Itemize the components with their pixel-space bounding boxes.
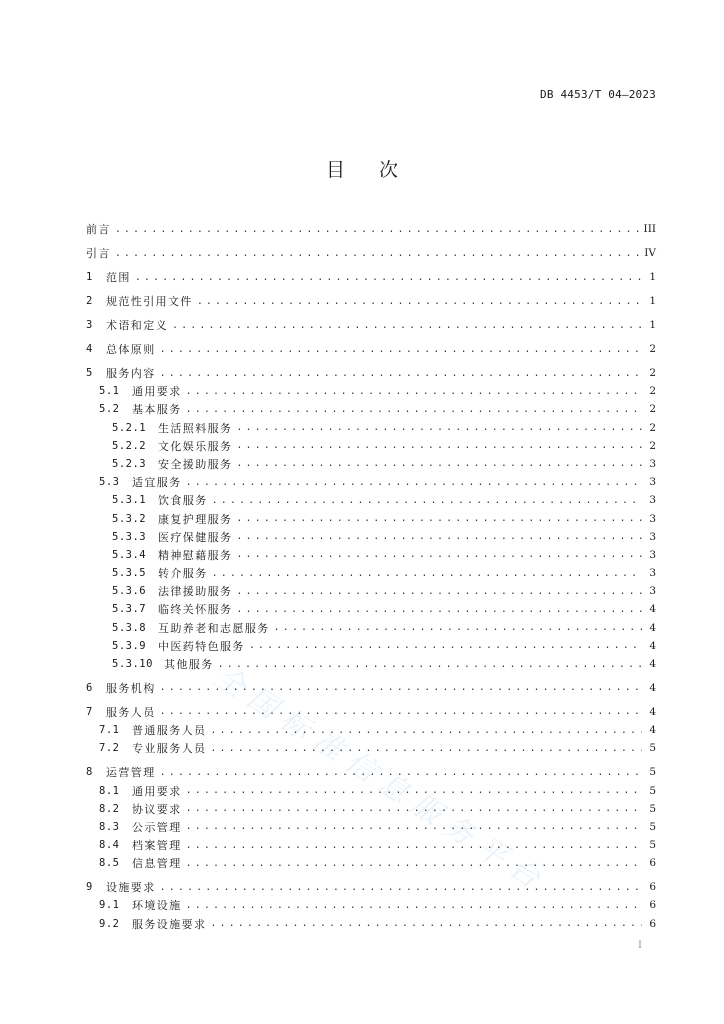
toc-entry-label: 基本服务	[132, 403, 182, 417]
toc-entry-page: 5	[649, 839, 656, 852]
toc-dot-leader	[236, 422, 642, 433]
toc-dot-leader	[218, 659, 642, 670]
toc-entry[interactable]	[86, 836, 656, 854]
toc-dot-leader	[160, 882, 642, 893]
toc-entry-number: 7	[86, 705, 93, 718]
toc-entry-number: 5.2.2	[112, 439, 147, 452]
toc-dot-leader	[236, 549, 642, 560]
toc-dot-leader	[135, 272, 642, 283]
toc-entry-label: 生活照料服务	[158, 421, 233, 435]
toc-dot-leader	[186, 404, 642, 415]
toc-entry-label: 设施要求	[106, 881, 156, 895]
toc-entry-page: 3	[649, 567, 656, 580]
toc-entry[interactable]	[86, 739, 656, 757]
toc-entry-page: 2	[649, 367, 656, 379]
toc-entry-label: 专业服务人员	[132, 742, 207, 756]
toc-entry-number: 5.3	[99, 476, 120, 489]
toc-entry-number: 7.2	[99, 742, 120, 755]
toc-dot-leader	[210, 918, 642, 929]
toc-entry-label: 服务内容	[106, 367, 156, 380]
toc-entry-label: 服务设施要求	[132, 917, 207, 931]
toc-entry-page: 3	[649, 476, 656, 489]
toc-entry[interactable]	[86, 292, 656, 310]
toc-dot-leader	[160, 706, 642, 717]
toc-entry-label: 协议要求	[132, 802, 182, 816]
toc-dot-leader	[186, 386, 642, 397]
toc-entry-page: 3	[649, 548, 656, 561]
toc-dot-leader	[236, 513, 642, 524]
toc-entry-page: 4	[649, 639, 656, 652]
toc-entry-page: 5	[649, 802, 656, 815]
toc-entry-page: 4	[649, 724, 656, 737]
toc-entry-label: 信息管理	[132, 857, 182, 871]
document-code: DB 4453/T 04—2023	[540, 88, 656, 101]
toc-dot-leader	[236, 458, 642, 469]
toc-entry-page: 2	[649, 343, 656, 356]
toc-entry-number: 5.2.1	[112, 421, 147, 434]
toc-entry-label: 服务人员	[106, 705, 156, 719]
toc-dot-leader	[160, 767, 642, 778]
page-title: 目次	[325, 159, 432, 181]
toc-entry-number: 5.3.3	[112, 530, 147, 543]
toc-entry-label: 普通服务人员	[132, 724, 207, 738]
toc-entry-number: 5.3.6	[112, 585, 147, 598]
toc-dot-leader	[210, 743, 642, 754]
toc-entry-page: 6	[649, 857, 656, 870]
toc-entry-page: 3	[649, 512, 656, 525]
toc-entry[interactable]	[86, 763, 656, 781]
toc-entry-page: 3	[649, 457, 656, 470]
toc-entry-number: 9.1	[99, 899, 120, 912]
toc-entry-label: 康复护理服务	[158, 512, 233, 526]
toc-entry-number: 5.3.9	[112, 639, 147, 652]
toc-dot-leader	[197, 296, 642, 307]
toc-entry[interactable]	[86, 491, 656, 509]
toc-entry[interactable]	[86, 400, 656, 418]
toc-entry-number: 5.3.4	[112, 548, 147, 561]
toc-entry[interactable]	[86, 915, 656, 933]
toc-entry-label: 服务机构	[106, 681, 156, 695]
toc-dot-leader	[172, 320, 642, 331]
toc-entry-label: 前言	[86, 223, 111, 237]
toc-entry-page: 5	[649, 742, 656, 755]
toc-entry[interactable]	[86, 528, 656, 546]
toc-entry-label: 环境设施	[132, 899, 182, 913]
toc-entry-number: 5.2.3	[112, 457, 147, 470]
toc-entry[interactable]	[86, 364, 656, 382]
toc-entry-number: 9.2	[99, 917, 120, 930]
toc-entry[interactable]	[86, 546, 656, 564]
toc-entry[interactable]	[86, 854, 656, 872]
toc-entry[interactable]	[86, 896, 656, 914]
toc-entry-label: 通用要求	[132, 385, 182, 399]
toc-entry-label: 中医药特色服务	[158, 639, 245, 653]
toc-entry-label: 临终关怀服务	[158, 603, 233, 617]
toc-dot-leader	[115, 224, 640, 235]
toc-entry-page: 6	[649, 917, 656, 930]
toc-entry[interactable]	[86, 509, 656, 527]
toc-entry[interactable]	[86, 340, 656, 358]
toc-dot-leader	[236, 440, 642, 451]
toc-entry-page: 5	[649, 766, 656, 779]
toc-entry-page: 4	[649, 621, 656, 634]
toc-entry-number: 5.2	[99, 403, 120, 416]
toc-entry-label: 转介服务	[158, 567, 208, 581]
toc-entry[interactable]	[86, 878, 656, 896]
toc-entry[interactable]	[86, 244, 656, 262]
toc-dot-leader	[186, 785, 642, 796]
toc-dot-leader	[186, 477, 642, 488]
toc-entry-number: 8	[86, 766, 93, 779]
toc-entry-page: 5	[649, 784, 656, 797]
toc-dot-leader	[186, 858, 642, 869]
toc-entry[interactable]	[86, 721, 656, 739]
toc-entry-page: 6	[649, 881, 656, 894]
toc-entry[interactable]	[86, 600, 656, 618]
toc-entry-number: 8.3	[99, 820, 120, 833]
toc-dot-leader	[249, 640, 642, 651]
toc-entry-page: 3	[649, 585, 656, 598]
toc-entry-label: 运营管理	[106, 766, 156, 780]
toc-entry-label: 医疗保健服务	[158, 530, 233, 544]
toc-entry-label: 总体原则	[106, 343, 156, 357]
toc-entry-label: 通用要求	[132, 784, 182, 798]
toc-dot-leader	[186, 840, 642, 851]
toc-entry-label: 文化娱乐服务	[158, 439, 233, 453]
toc-dot-leader	[186, 900, 642, 911]
toc-entry-page: 2	[649, 403, 656, 416]
toc-entry-number: 9	[86, 881, 93, 894]
toc-dot-leader	[236, 586, 642, 597]
toc-entry-label: 其他服务	[164, 658, 214, 671]
toc-entry-label: 规范性引用文件	[106, 295, 193, 309]
toc-entry-page: 1	[649, 271, 656, 284]
toc-entry-number: 5.3.7	[112, 603, 147, 616]
toc-dot-leader	[236, 604, 642, 615]
toc-entry-number: 5	[86, 367, 93, 379]
page-number: I	[638, 940, 642, 951]
toc-entry-number: 5.3.10	[112, 658, 153, 670]
toc-entry-number: 8.5	[99, 857, 120, 870]
toc-dot-leader	[186, 821, 642, 832]
toc-entry-label: 安全援助服务	[158, 457, 233, 471]
toc-dot-leader	[160, 344, 642, 355]
toc-entry-page: 6	[649, 899, 656, 912]
toc-entry-number: 4	[86, 343, 93, 356]
toc-dot-leader	[212, 568, 642, 579]
toc-dot-leader	[115, 248, 640, 259]
toc-entry[interactable]	[86, 800, 656, 818]
toc-entry-label: 范围	[106, 271, 131, 285]
toc-dot-leader	[274, 622, 642, 633]
toc-entry-page: IV	[644, 247, 656, 260]
toc-entry-page: 3	[649, 530, 656, 543]
toc-entry[interactable]	[86, 268, 656, 286]
toc-entry-number: 2	[86, 295, 93, 308]
toc-entry[interactable]	[86, 455, 656, 473]
toc-entry-page: 2	[649, 385, 656, 398]
toc-entry-number: 7.1	[99, 724, 120, 737]
toc-entry[interactable]	[86, 437, 656, 455]
toc-dot-leader	[186, 803, 642, 814]
toc-entry[interactable]	[86, 473, 656, 491]
toc-entry-page: III	[643, 223, 656, 236]
toc-entry[interactable]	[86, 703, 656, 721]
toc-entry-number: 5.3.5	[112, 567, 147, 580]
toc-entry-page: 4	[649, 705, 656, 718]
toc-entry-number: 5.3.2	[112, 512, 147, 525]
toc-entry-page: 4	[649, 658, 656, 670]
toc-entry-label: 饮食服务	[158, 494, 208, 508]
toc-entry[interactable]	[86, 220, 656, 238]
toc-dot-leader	[210, 725, 642, 736]
toc-dot-leader	[160, 368, 642, 379]
toc-entry-label: 档案管理	[132, 839, 182, 853]
toc-dot-leader	[236, 531, 642, 542]
toc-entry-number: 5.3.8	[112, 621, 147, 634]
toc-entry-number: 5.3.1	[112, 494, 147, 507]
toc-entry-number: 1	[86, 271, 93, 284]
toc-entry[interactable]	[86, 818, 656, 836]
toc-entry-page: 4	[649, 681, 656, 694]
toc-entry-label: 互助养老和志愿服务	[158, 621, 270, 635]
toc-entry[interactable]	[86, 582, 656, 600]
watermark: 全国标准信息服务平台	[208, 659, 555, 901]
toc-entry-label: 公示管理	[132, 820, 182, 834]
toc-entry-number: 6	[86, 681, 93, 694]
table-of-contents	[86, 220, 656, 933]
toc-entry-label: 引言	[86, 247, 111, 261]
toc-entry[interactable]	[86, 619, 656, 637]
toc-entry-number: 8.4	[99, 839, 120, 852]
toc-dot-leader	[212, 495, 642, 506]
toc-entry-number: 5.1	[99, 385, 120, 398]
toc-entry-label: 法律援助服务	[158, 585, 233, 599]
toc-entry[interactable]	[86, 781, 656, 799]
toc-entry-page: 2	[649, 439, 656, 452]
toc-entry-label: 术语和定义	[106, 319, 168, 333]
toc-dot-leader	[160, 682, 642, 693]
toc-entry-page: 1	[649, 319, 656, 332]
toc-entry-page: 2	[649, 421, 656, 434]
toc-entry[interactable]	[86, 637, 656, 655]
toc-entry[interactable]	[86, 418, 656, 436]
toc-entry[interactable]	[86, 382, 656, 400]
toc-entry-number: 8.2	[99, 802, 120, 815]
toc-entry[interactable]	[86, 655, 656, 673]
toc-entry-label: 精神慰藉服务	[158, 548, 233, 562]
toc-entry-number: 8.1	[99, 784, 120, 797]
toc-entry[interactable]	[86, 679, 656, 697]
toc-entry[interactable]	[86, 316, 656, 334]
toc-entry-page: 5	[649, 820, 656, 833]
toc-entry-number: 3	[86, 319, 93, 332]
toc-entry-page: 1	[649, 295, 656, 308]
toc-entry[interactable]	[86, 564, 656, 582]
toc-entry-page: 3	[649, 494, 656, 507]
toc-entry-label: 适宜服务	[132, 476, 182, 490]
toc-entry-page: 4	[649, 603, 656, 616]
